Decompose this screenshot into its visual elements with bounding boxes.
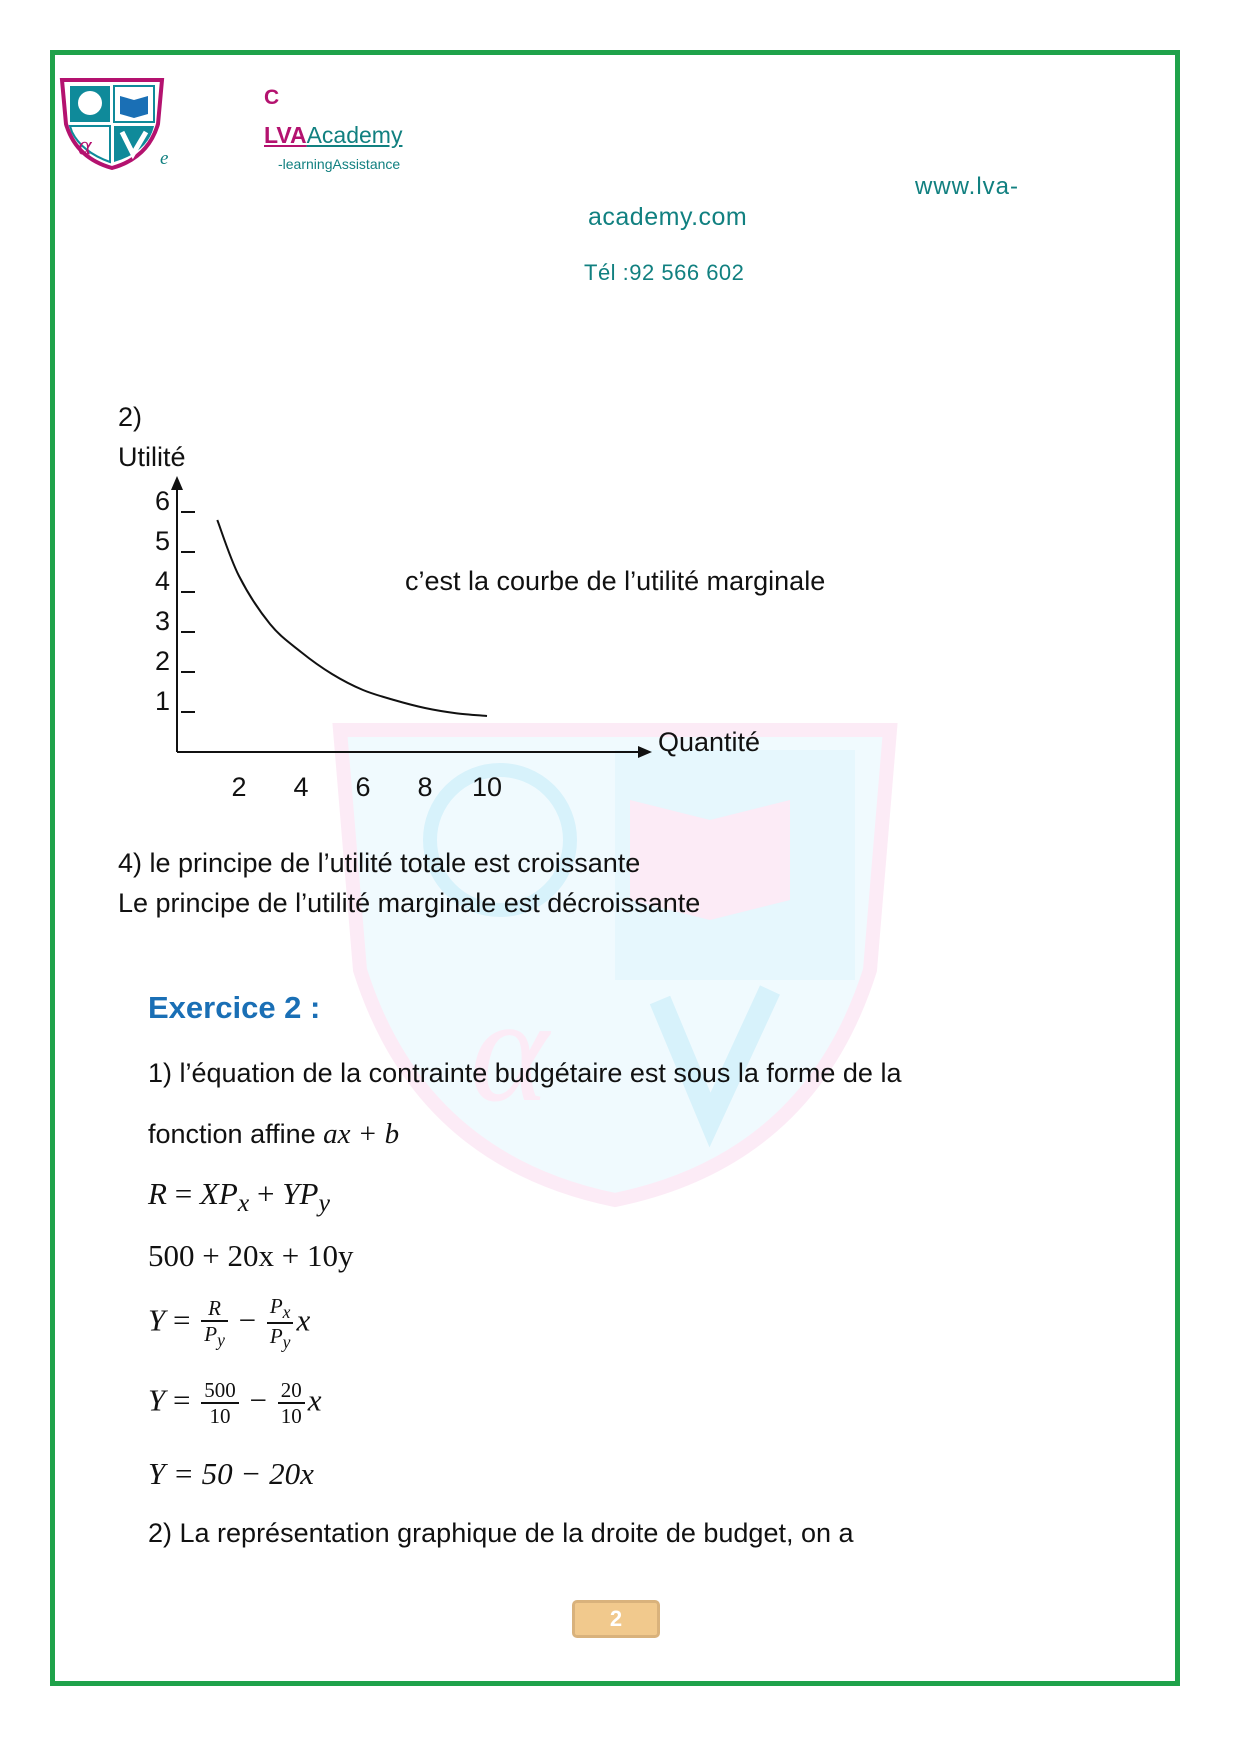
q1-line1: 1) l’équation de la contrainte budgétaire est sous la forme de la: [148, 1058, 902, 1088]
y-axis-label: Utilité: [118, 442, 186, 472]
equation-general: Y = $\frac{R}{P_y}$ − $\frac{P_x}{P_y}$ x: [148, 1294, 311, 1353]
curve-caption: c’est la courbe de l’utilité marginale: [405, 566, 826, 596]
x-axis-label: Quantité: [658, 727, 761, 757]
marginal-utility-curve: [217, 520, 487, 716]
equation-numeric: 500 + 20x + 10y: [148, 1238, 354, 1273]
y-tick-label: 6: [155, 486, 171, 516]
svg-text:α: α: [78, 131, 92, 160]
brand-academy: Academy: [306, 122, 403, 148]
svg-text:α: α: [470, 967, 549, 1133]
page-number: 2: [572, 1600, 660, 1638]
x-tick-label: 8: [417, 772, 433, 802]
y-tick-label: 1: [155, 686, 171, 716]
equation-budget: $R = XP_x + YP_y$: [148, 1176, 330, 1218]
equation-values: Y = $\frac{500}{10}$ − $\frac{20}{10}$ x: [148, 1378, 322, 1429]
x-tick-label: 6: [355, 772, 371, 802]
x-tick-label: 4: [293, 772, 309, 802]
logo-letter: C: [264, 86, 280, 109]
y-tick-label: 4: [155, 566, 171, 596]
y-tick-label: 5: [155, 526, 171, 556]
brand-lva: LVA: [264, 122, 307, 148]
website-line1: www.lva-: [915, 173, 1020, 200]
y-tick-label: 3: [155, 606, 171, 636]
website-line2: academy.com: [588, 203, 748, 231]
q1-line2-text: fonction affine: [148, 1119, 316, 1149]
affine-expression: ax + b: [323, 1118, 400, 1150]
equation-result: Y = 50 − 20x: [148, 1456, 314, 1491]
section-4-line2: Le principe de l’utilité marginale est décroissante: [118, 888, 701, 918]
section-4-line1: 4) le principe de l’utilité totale est croissante: [118, 848, 641, 878]
section-2-label: 2): [118, 402, 143, 432]
x-tick-label: 10: [471, 772, 503, 802]
phone-number: Tél :92 566 602: [584, 260, 745, 285]
q2-line: 2) La représentation graphique de la droite de budget, on a: [148, 1518, 854, 1548]
y-axis-arrow: [171, 476, 183, 490]
utility-chart: [0, 0, 1240, 820]
q1-line2: [148, 1118, 399, 1151]
x-tick-label: 2: [231, 772, 247, 802]
exercise-2-title: Exercice 2 :: [148, 990, 321, 1025]
y-tick-label: 2: [155, 646, 171, 676]
x-axis-arrow: [638, 746, 652, 758]
brand-tagline: -learningAssistance: [278, 156, 401, 172]
logo-e-letter: e: [160, 148, 169, 169]
